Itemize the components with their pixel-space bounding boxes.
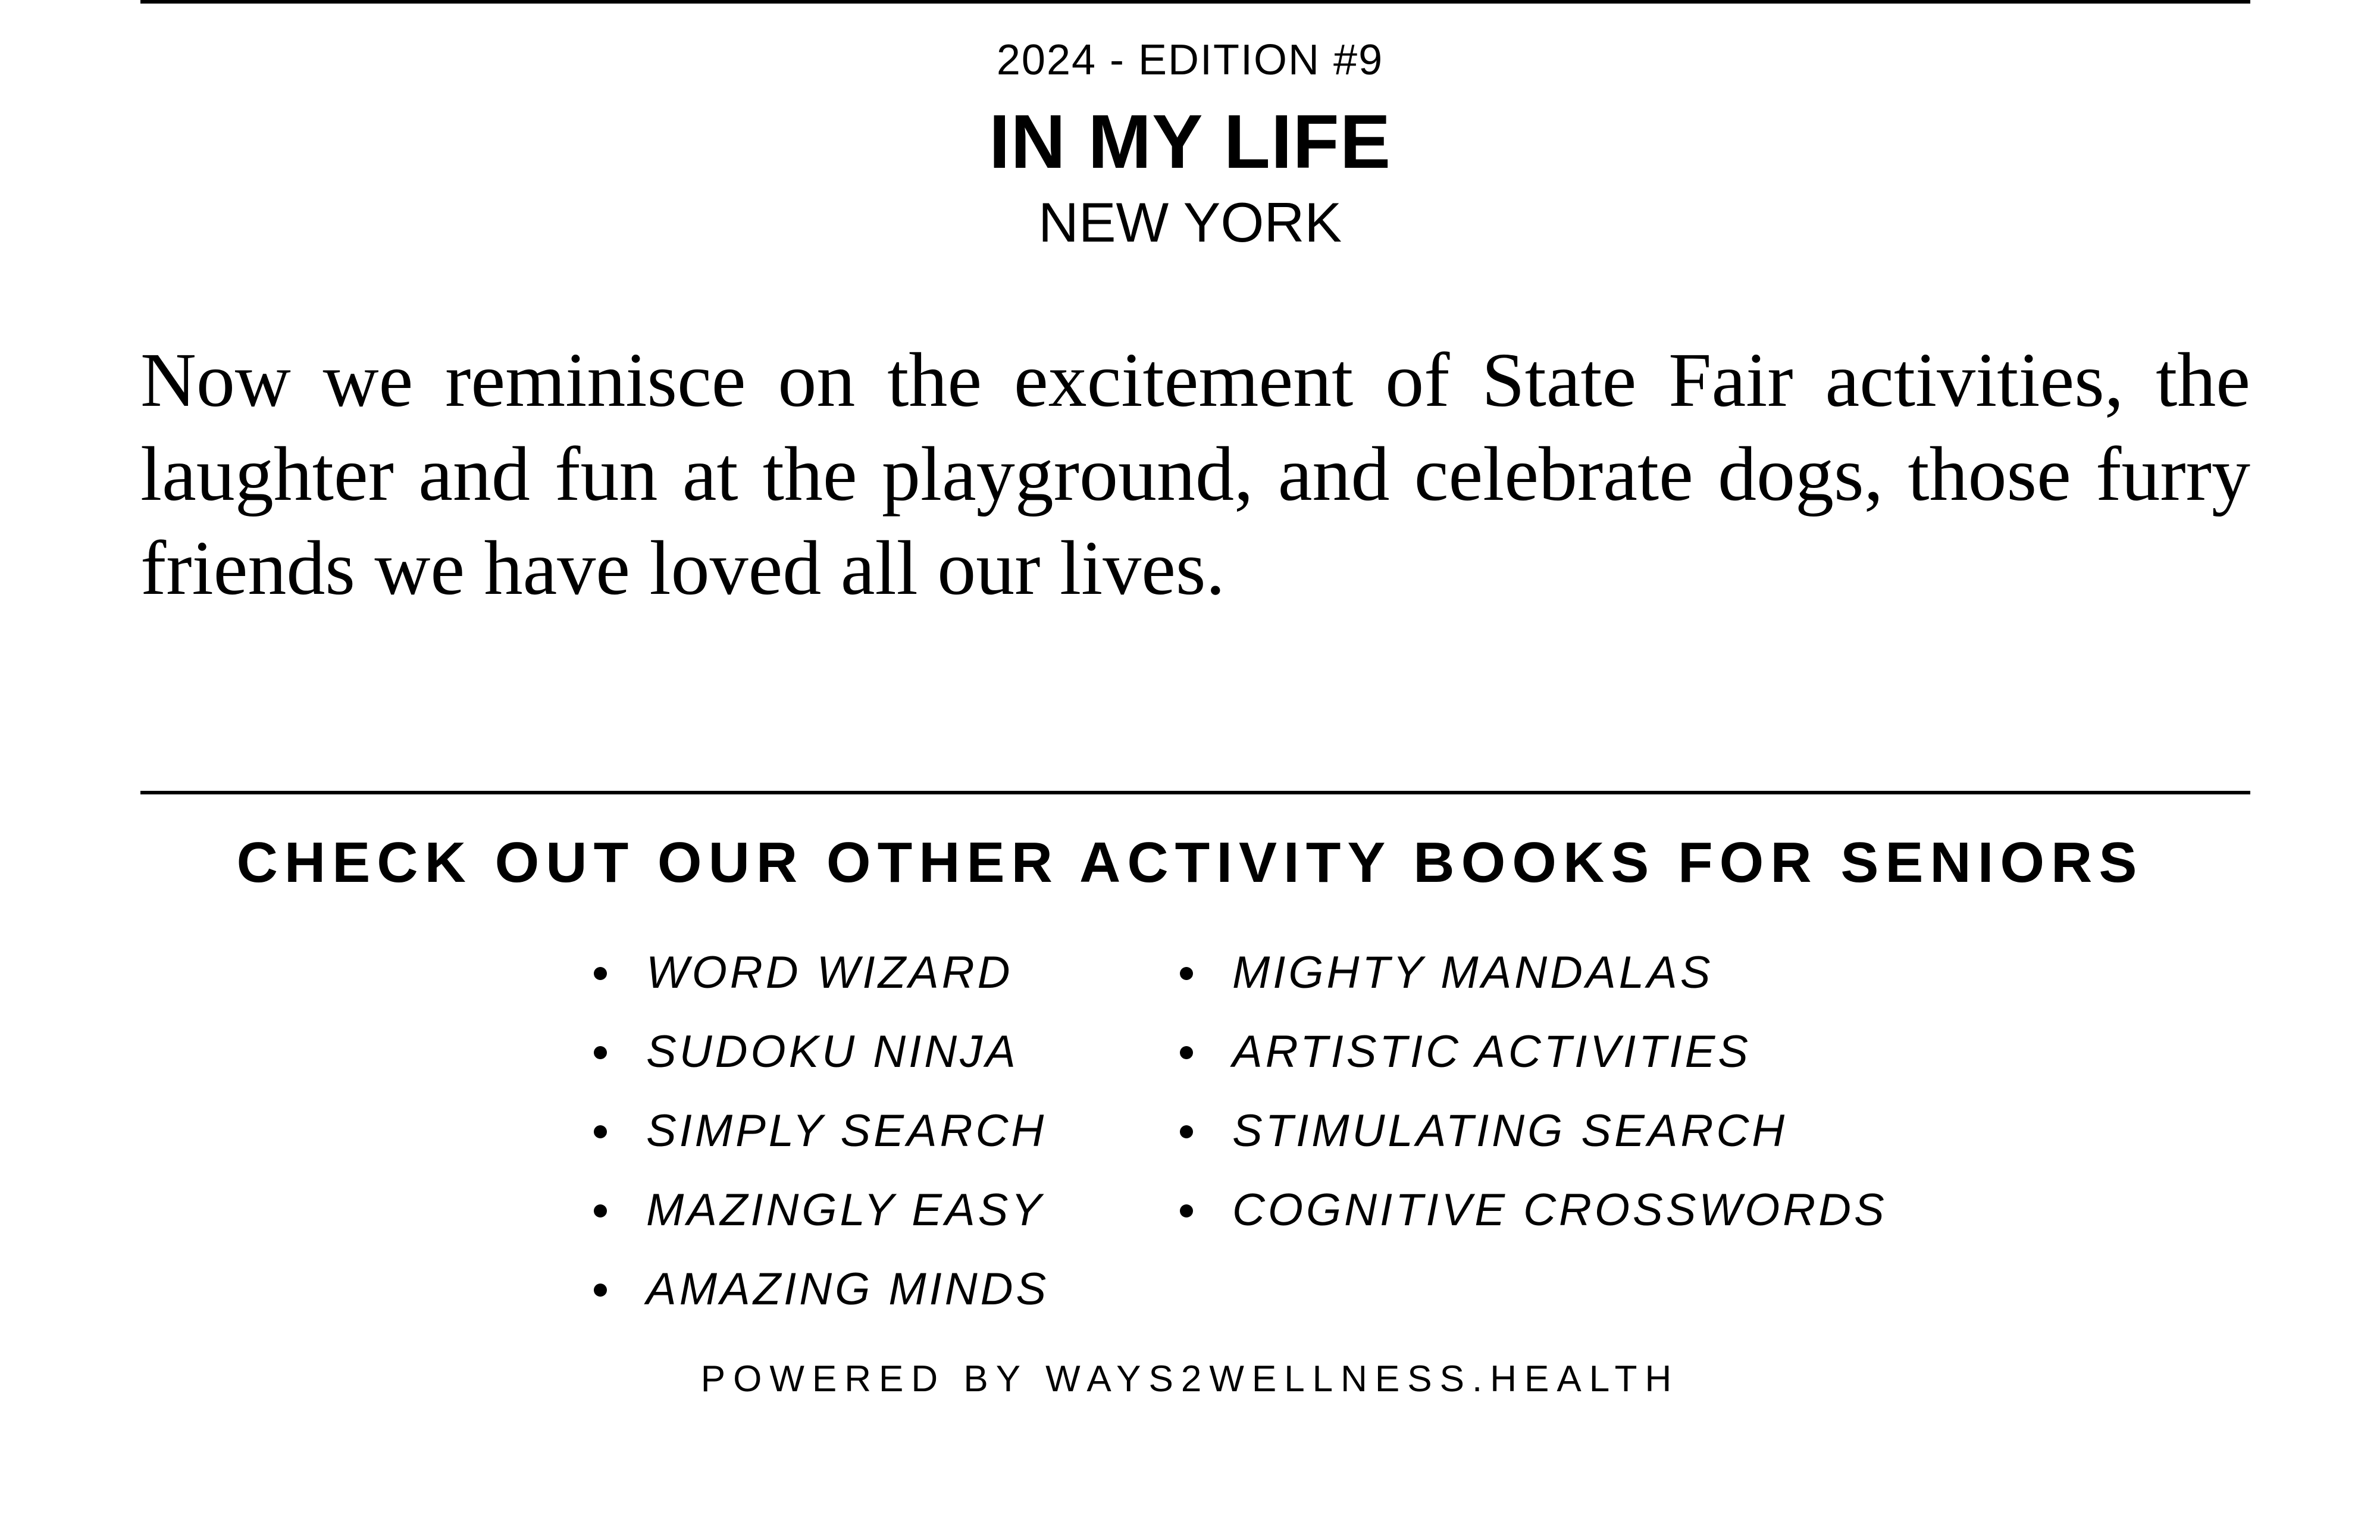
book-title: SUDOKU NINJA [646, 1026, 1019, 1077]
book-list-right [1175, 943, 1887, 1260]
bullet-icon [1180, 1204, 1193, 1217]
powered-by-footer: POWERED BY WAYS2WELLNESS.HEALTH [700, 1359, 1680, 1400]
book-title: COGNITIVE CROSSWORDS [1232, 1185, 1887, 1235]
book-title: MIGHTY MANDALAS [1232, 947, 1714, 998]
bullet-icon [594, 1125, 607, 1138]
book-title: ARTISTIC ACTIVITIES [1232, 1026, 1751, 1077]
section-divider [140, 791, 2250, 794]
book-list-item [1175, 1101, 1887, 1181]
bullet-icon [1180, 967, 1193, 980]
location-label: NEW YORK [1038, 191, 1342, 253]
book-title: SIMPLY SEARCH [646, 1106, 1047, 1156]
promo-heading: CHECK OUT OUR OTHER ACTIVITY BOOKS FOR SENIORS [236, 831, 2144, 894]
book-list-item [589, 1022, 1049, 1101]
bullet-icon [594, 967, 607, 980]
book-list-item [589, 1260, 1049, 1339]
book-list-left [589, 943, 1049, 1339]
book-list-item [1175, 943, 1887, 1022]
book-title: AMAZING MINDS [646, 1264, 1050, 1314]
book-title: STIMULATING SEARCH [1232, 1106, 1788, 1156]
book-title: WORD WIZARD [646, 947, 1013, 998]
bullet-icon [1180, 1125, 1193, 1138]
book-list-item [589, 1101, 1049, 1181]
top-divider [140, 0, 2250, 4]
book-title: MAZINGLY EASY [646, 1185, 1045, 1235]
book-list-item [589, 1181, 1049, 1260]
bullet-icon [594, 1284, 607, 1297]
edition-label: 2024 - EDITION #9 [996, 36, 1384, 84]
book-list-item [589, 943, 1049, 1022]
bullet-icon [594, 1204, 607, 1217]
book-list-item [1175, 1022, 1887, 1101]
bullet-icon [1180, 1046, 1193, 1059]
intro-paragraph: Now we reminisce on the excitement of State Fair activities, the laughter and fun at the playground, and celebrate dogs, those furry friends we have loved all our lives. [140, 337, 2250, 611]
book-list-item [1175, 1181, 1887, 1260]
page-title: IN MY LIFE [988, 99, 1392, 184]
bullet-icon [594, 1046, 607, 1059]
